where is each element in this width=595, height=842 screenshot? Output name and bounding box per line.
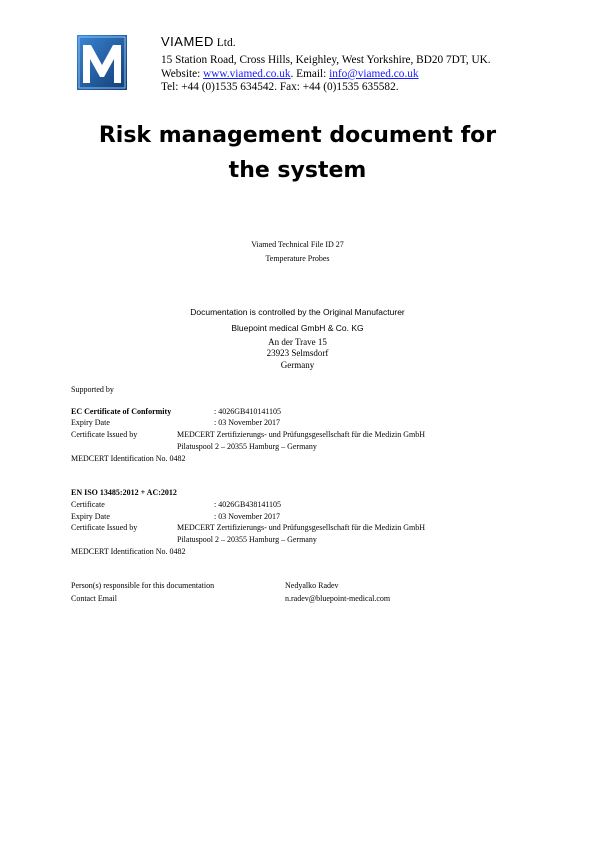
- iso-cert-number: : 4026GB438141105: [214, 500, 282, 509]
- viamed-logo-icon: [77, 35, 127, 90]
- ec-cert-number: : 4026GB410141105: [214, 407, 282, 416]
- document-title: [0, 118, 595, 188]
- manufacturer-street: An der Trave 15: [268, 337, 327, 347]
- file-id: Viamed Technical File ID 27: [251, 240, 344, 249]
- manufacturer-country: Germany: [280, 360, 315, 370]
- iso-expiry-date: : 03 November 2017: [214, 512, 280, 521]
- supported-by-label: Supported by: [71, 385, 114, 394]
- company-name: [161, 35, 236, 50]
- ec-cert-heading: EC Certificate of Conformity: [71, 407, 172, 416]
- iso-cert-label: Certificate: [71, 500, 105, 509]
- website-link[interactable]: www.viamed.co.uk: [203, 68, 291, 80]
- contact-email[interactable]: n.radev@bluepoint-medical.com: [285, 594, 391, 603]
- iso-issuer-name: MEDCERT Zertifizierungs- und Prüfungsgesellschaft für die Medizin GmbH: [177, 523, 425, 532]
- title-line-2: the system: [228, 158, 367, 183]
- email-label: . Email:: [290, 68, 330, 80]
- ec-medcert-id: MEDCERT Identification No. 0482: [71, 454, 186, 463]
- iso-expiry-label: Expiry Date: [71, 512, 110, 521]
- iso-cert-heading: EN ISO 13485:2012 + AC:2012: [71, 488, 177, 497]
- ec-expiry-date: : 03 November 2017: [214, 418, 280, 427]
- manufacturer-name: Bluepoint medical GmbH & Co. KG: [231, 323, 364, 333]
- contact-line: [161, 67, 419, 81]
- company-address: 15 Station Road, Cross Hills, Keighley, West Yorkshire, BD20 7DT, UK.: [161, 54, 491, 66]
- email-link[interactable]: info@viamed.co.uk: [329, 68, 419, 80]
- responsible-label: Person(s) responsible for this documentation: [71, 581, 215, 590]
- responsible-name: Nedyalko Radev: [285, 581, 339, 590]
- ec-issuer-name: MEDCERT Zertifizierungs- und Prüfungsgesellschaft für die Medizin GmbH: [177, 430, 425, 439]
- iso-medcert-id: MEDCERT Identification No. 0482: [71, 547, 186, 556]
- phone-line: Tel: +44 (0)1535 634542. Fax: +44 (0)1535 635582.: [161, 81, 399, 93]
- product-name: Temperature Probes: [265, 254, 330, 263]
- brand-suffix: Ltd.: [213, 37, 236, 49]
- iso-issuer-label: Certificate Issued by: [71, 523, 138, 532]
- website-label: Website:: [161, 68, 204, 80]
- ec-issuer-address: Pilatuspool 2 – 20355 Hamburg – Germany: [177, 442, 317, 451]
- ec-expiry-label: Expiry Date: [71, 418, 110, 427]
- title-line-1: Risk management document for: [98, 123, 497, 148]
- ec-issuer-label: Certificate Issued by: [71, 430, 138, 439]
- control-statement: Documentation is controlled by the Original Manufacturer: [190, 307, 405, 317]
- contact-email-label: Contact Email: [71, 594, 117, 603]
- iso-issuer-address: Pilatuspool 2 – 20355 Hamburg – Germany: [177, 535, 317, 544]
- manufacturer-city: 23923 Selmsdorf: [266, 348, 329, 358]
- brand-name: VIAMED: [161, 34, 214, 49]
